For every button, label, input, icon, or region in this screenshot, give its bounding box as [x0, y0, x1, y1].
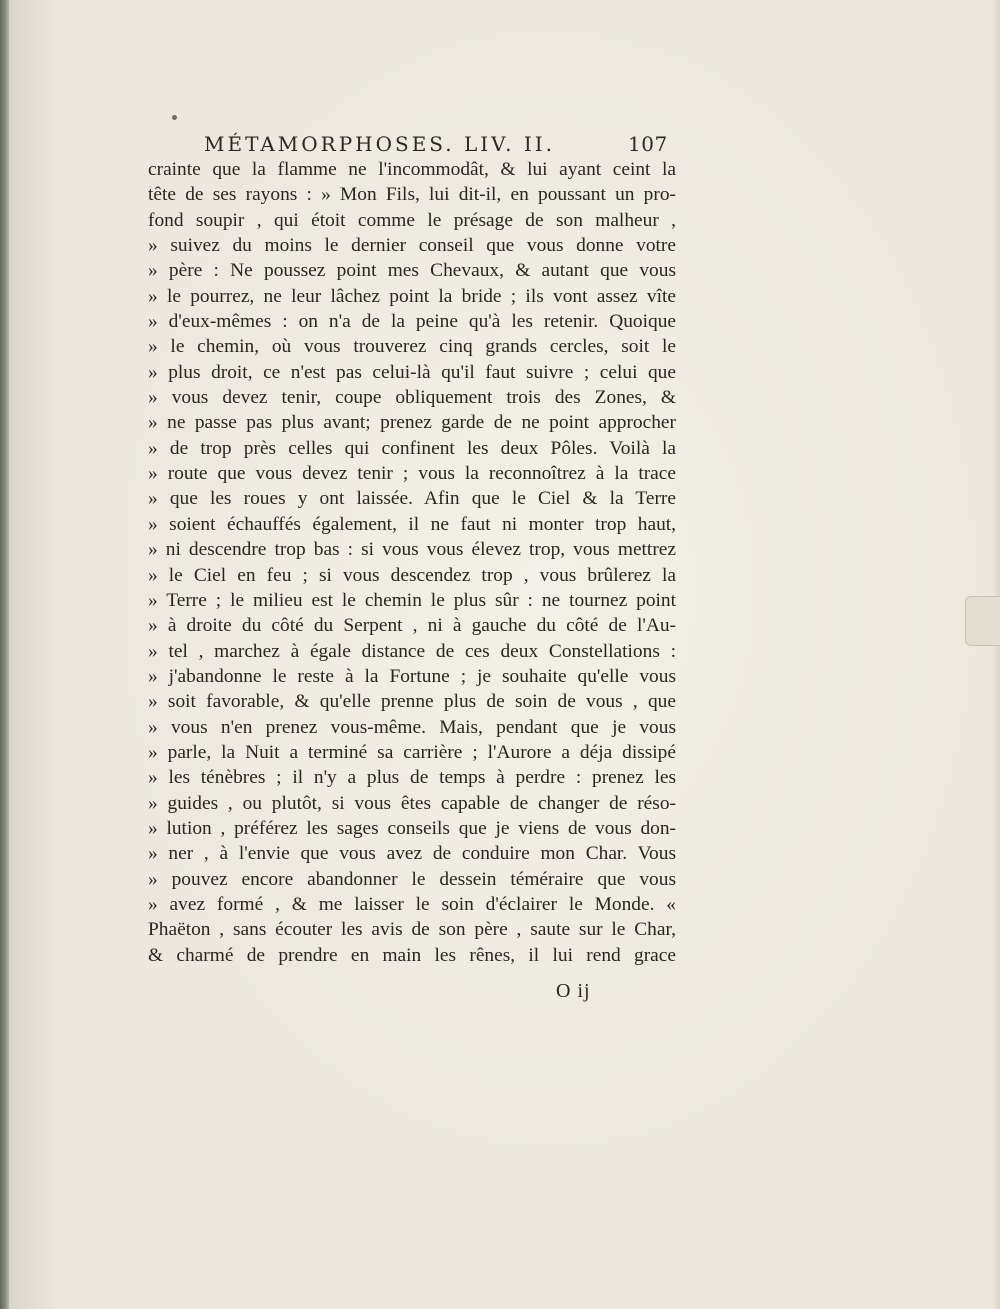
page-tab	[965, 596, 1000, 646]
text-line: » tel , marchez à égale distance de ces deux Constellations :	[148, 640, 676, 662]
text-line: tête de ses rayons : » Mon Fils, lui dit-il, en poussant un pro-	[148, 184, 676, 206]
text-line: » père : Ne poussez point mes Chevaux, & autant que vous	[148, 260, 676, 282]
text-line: » lution , préférez les sages conseils que je viens de vous don-	[148, 817, 676, 839]
text-line: » de trop près celles qui confinent les deux Pôles. Voilà la	[148, 437, 676, 459]
text-line: » le pourrez, ne leur lâchez point la bride ; ils vont assez vîte	[148, 285, 676, 307]
text-line: » les ténèbres ; il n'y a plus de temps à perdre : prenez les	[148, 767, 676, 789]
text-line: » à droite du côté du Serpent , ni à gauche du côté de l'Au-	[148, 615, 676, 637]
text-line: » soient échauffés également, il ne faut ni monter trop haut,	[148, 513, 676, 535]
text-line: » plus droit, ce n'est pas celui-là qu'il faut suivre ; celui que	[148, 361, 676, 383]
binding-edge	[0, 0, 9, 1309]
text-line: » que les roues y ont laissée. Afin que le Ciel & la Terre	[148, 488, 676, 510]
text-line: » j'abandonne le reste à la Fortune ; je souhaite qu'elle vous	[148, 665, 676, 687]
text-line: Phaëton , sans écouter les avis de son père , saute sur le Char,	[148, 919, 676, 941]
text-line: » le chemin, où vous trouverez cinq grands cercles, soit le	[148, 336, 676, 358]
page-edge	[992, 0, 1000, 1309]
text-line: fond soupir , qui étoit comme le présage de son malheur ,	[148, 209, 676, 231]
running-title: MÉTAMORPHOSES. LIV. II.	[204, 132, 556, 156]
text-line: crainte que la flamme ne l'incommodât, & lui ayant ceint la	[148, 159, 676, 180]
text-line: » d'eux-mêmes : on n'a de la peine qu'à les retenir. Quoique	[148, 311, 676, 333]
text-line: » ne passe pas plus avant; prenez garde de ne point approcher	[148, 412, 676, 434]
text-line: » suivez du moins le dernier conseil que vous donne votre	[148, 235, 676, 257]
text-line: » ner , à l'envie que vous avez de conduire mon Char. Vous	[148, 843, 676, 865]
signature-mark: O ij	[556, 980, 591, 1002]
text-line: » route que vous devez tenir ; vous la reconnoîtrez à la trace	[148, 463, 676, 485]
text-line: » le Ciel en feu ; si vous descendez trop , vous brûlerez la	[148, 564, 676, 586]
text-line: » vous devez tenir, coupe obliquement trois des Zones, &	[148, 387, 676, 409]
text-line: » avez formé , & me laisser le soin d'éclairer le Monde. «	[148, 893, 676, 915]
text-line: » guides , ou plutôt, si vous êtes capable de changer de réso-	[148, 792, 676, 814]
body-text	[148, 157, 676, 968]
text-line: » parle, la Nuit a terminé sa carrière ; l'Aurore a déja dissipé	[148, 741, 676, 763]
text-line: » soit favorable, & qu'elle prenne plus de soin de vous , que	[148, 691, 676, 713]
ink-speck	[172, 115, 177, 120]
page-number: 107	[628, 132, 668, 156]
text-line: » vous n'en prenez vous-même. Mais, pendant que je vous	[148, 716, 676, 738]
text-line: » Terre ; le milieu est le chemin le plus sûr : ne tournez point	[148, 589, 676, 611]
text-line: » ni descendre trop bas : si vous vous élevez trop, vous mettrez	[148, 539, 676, 561]
text-line: » pouvez encore abandonner le dessein téméraire que vous	[148, 868, 676, 890]
text-line: & charmé de prendre en main les rênes, il lui rend grace	[148, 944, 676, 966]
